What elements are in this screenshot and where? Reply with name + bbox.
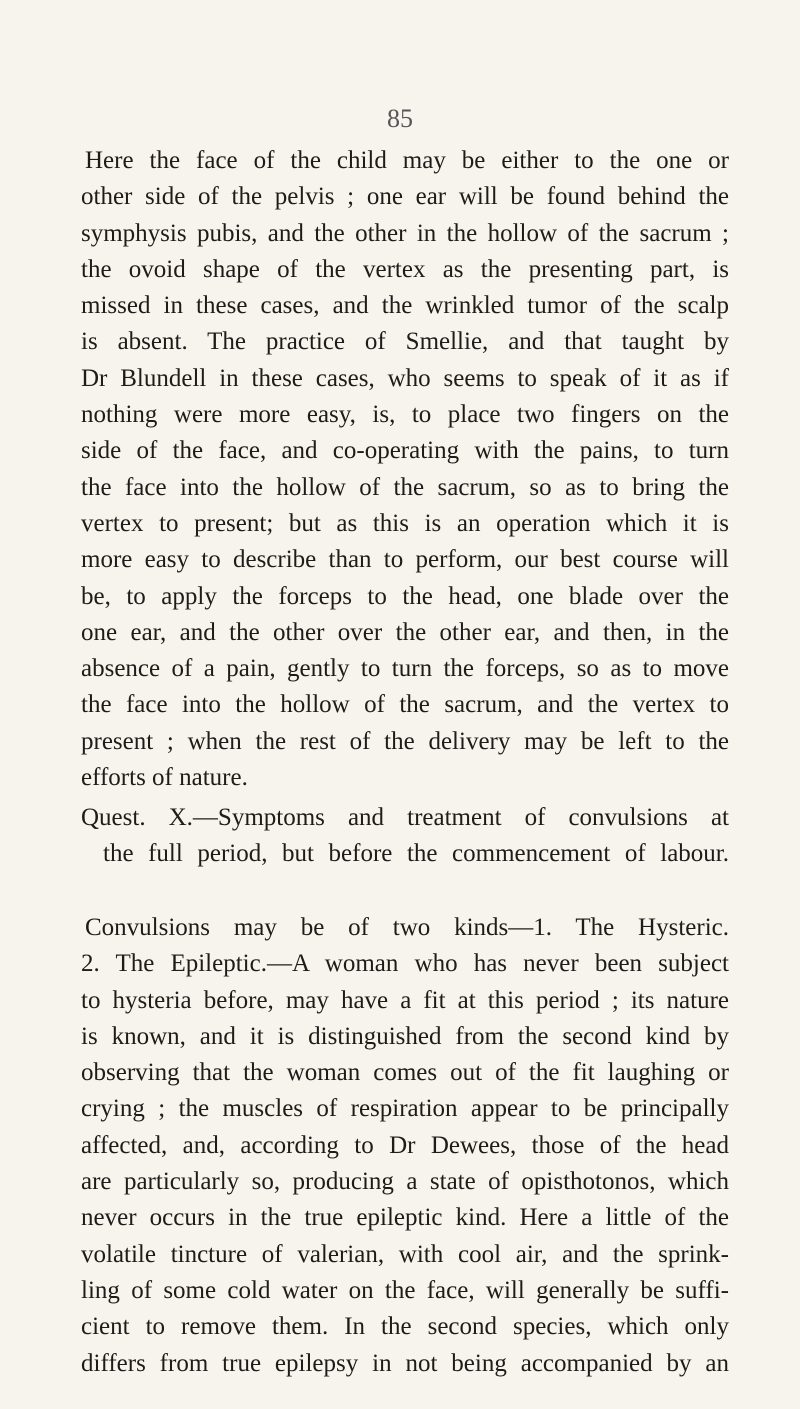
text-line: is known, and it is distinguished from the second kind by xyxy=(81,1022,729,1050)
text-line: crying ; the muscles of respiration appear to be principally xyxy=(81,1095,729,1123)
question-heading xyxy=(81,800,729,873)
text-line: differs from true epilepsy in not being accompanied by an xyxy=(81,1349,729,1377)
text-line: affected, and, according to Dr Dewees, those of the head xyxy=(81,1131,729,1159)
text-line: ling of some cold water on the face, will generally be suffi- xyxy=(81,1276,729,1304)
text-line: is absent. The practice of Smellie, and that taught by xyxy=(81,328,729,356)
text-line: symphysis pubis, and the other in the hollow of the sacrum ; xyxy=(81,219,729,247)
question-line: Quest. X.—Symptoms and treatment of convulsions at xyxy=(81,804,729,831)
text-line: are particularly so, producing a state of opisthotonos, which xyxy=(81,1168,729,1196)
text-line: observing that the woman comes out of the fit laughing or xyxy=(81,1059,729,1087)
text-line: the face into the hollow of the sacrum, and the vertex to xyxy=(81,691,729,719)
text-line: efforts of nature. xyxy=(81,764,248,792)
text-line: 2. The Epileptic.—A woman who has never been subject xyxy=(81,950,729,978)
text-line: vertex to present; but as this is an operation which it is xyxy=(81,509,729,537)
text-line: nothing were more easy, is, to place two fingers on the xyxy=(81,401,729,429)
text-line: more easy to describe than to perform, our best course will xyxy=(81,546,729,574)
text-line: the ovoid shape of the vertex as the presenting part, is xyxy=(81,255,729,283)
text-line: present ; when the rest of the delivery may be left to the xyxy=(81,727,729,755)
question-line: the full period, but before the commencement of labour. xyxy=(103,840,729,868)
text-line: cient to remove them. In the second species, which only xyxy=(81,1313,729,1341)
paragraph-convulsions xyxy=(81,910,729,1382)
text-line: side of the face, and co-operating with the pains, to turn xyxy=(81,437,729,465)
text-line: absence of a pain, gently to turn the forceps, so as to move xyxy=(81,655,729,683)
text-line: other side of the pelvis ; one ear will be found behind the xyxy=(81,183,729,211)
text-line: missed in these cases, and the wrinkled tumor of the scalp xyxy=(81,292,729,320)
text-line: Here the face of the child may be either to the one or xyxy=(85,147,729,174)
text-line: one ear, and the other over the other ear, and then, in the xyxy=(81,618,729,646)
text-line: never occurs in the true epileptic kind. Here a little of the xyxy=(81,1204,729,1232)
text-line: to hysteria before, may have a fit at this period ; its nature xyxy=(81,986,729,1014)
page-number: 85 xyxy=(387,104,413,133)
text-line: Convulsions may be of two kinds—1. The Hysteric. xyxy=(85,914,729,941)
text-line: the face into the hollow of the sacrum, so as to bring the xyxy=(81,473,729,501)
paragraph-face-presentation xyxy=(81,143,729,796)
text-line: Dr Blundell in these cases, who seems to speak of it as if xyxy=(81,364,729,392)
text-line: be, to apply the forceps to the head, one blade over the xyxy=(81,582,729,610)
text-line: volatile tincture of valerian, with cool air, and the sprink- xyxy=(81,1240,729,1268)
